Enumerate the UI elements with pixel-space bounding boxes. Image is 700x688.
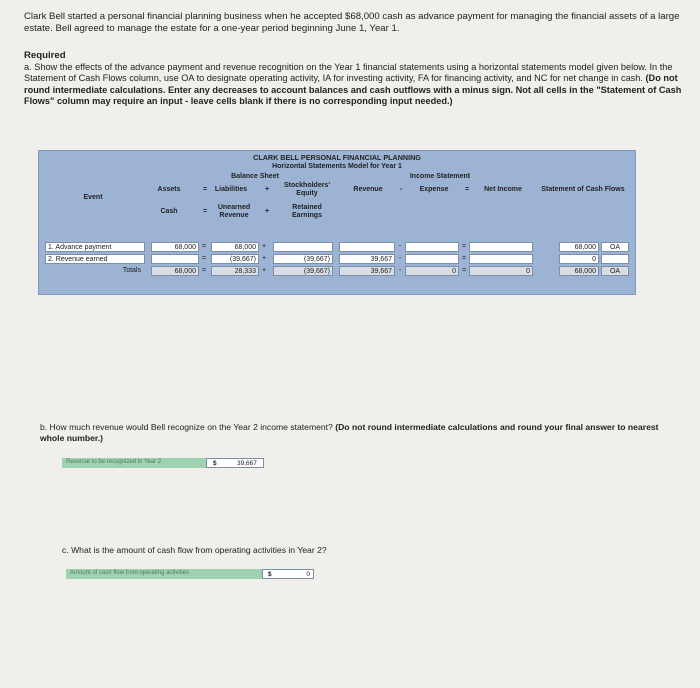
cash-flow-year2-value: 0 xyxy=(306,571,310,578)
currency-sign: $ xyxy=(213,460,217,467)
minus-sign: - xyxy=(399,186,403,193)
net-income-header: Net Income xyxy=(484,186,522,193)
requirements xyxy=(24,50,684,108)
row1-expense-input[interactable] xyxy=(405,242,459,252)
totals-cash-flow: 68,000 xyxy=(559,266,599,276)
required-heading: Required xyxy=(24,50,66,61)
op: = xyxy=(461,267,467,274)
horizontal-statements-table xyxy=(38,150,636,295)
unearned-revenue-header: Unearned Revenue xyxy=(217,204,251,219)
revenue-header: Revenue xyxy=(353,186,383,193)
question-b xyxy=(40,422,660,443)
totals-unearned: 28,333 xyxy=(211,266,259,276)
op: - xyxy=(398,267,402,274)
question-b-text: b. How much revenue would Bell recognize on the Year 2 income statement? xyxy=(40,422,333,432)
op: - xyxy=(398,243,402,250)
row1-retained-input[interactable] xyxy=(273,242,333,252)
totals-retained: (39,667) xyxy=(273,266,333,276)
expense-header: Expense xyxy=(419,186,449,193)
op: = xyxy=(201,267,207,274)
plus-sign-2: + xyxy=(264,208,270,215)
totals-cash: 68,000 xyxy=(151,266,199,276)
row1-cash-flow-input[interactable]: 68,000 xyxy=(559,242,599,252)
row-label-advance-payment: 1. Advance payment xyxy=(45,242,145,252)
op: = xyxy=(461,243,467,250)
op: = xyxy=(461,255,467,262)
totals-net-income: 0 xyxy=(469,266,533,276)
row2-cash-input[interactable] xyxy=(151,254,199,264)
op: - xyxy=(398,255,402,262)
cash-flow-year2-input[interactable] xyxy=(262,569,314,579)
question-b-instructions: (Do not round intermediate calculations and round your final answer to nearest whole number.) xyxy=(40,422,659,443)
row1-net-income-input[interactable] xyxy=(469,242,533,252)
retained-earnings-header: Retained Earnings xyxy=(292,204,322,219)
row1-cash-input[interactable]: 68,000 xyxy=(151,242,199,252)
table-title: CLARK BELL PERSONAL FINANCIAL PLANNING xyxy=(253,153,421,162)
stockholders-equity-header: Stockholders' Equity xyxy=(283,182,330,197)
totals-activity: OA xyxy=(601,266,629,276)
problem-intro: Clark Bell started a personal financial planning business when he accepted $68,000 cash as advance payment for managing the financial assets of a large estate. Bell agreed to manage the estate for a one-year period beginning June 1, Year 1. xyxy=(24,11,680,34)
income-statement-header: Income Statement xyxy=(409,173,471,180)
row2-cash-flow-input[interactable]: 0 xyxy=(559,254,599,264)
revenue-year2-value: 39,667 xyxy=(237,460,257,467)
totals-expense: 0 xyxy=(405,266,459,276)
row2-expense-input[interactable] xyxy=(405,254,459,264)
revenue-year2-input[interactable] xyxy=(206,458,264,468)
row2-unearned-input[interactable]: (39,667) xyxy=(211,254,259,264)
eq-sign-2: = xyxy=(202,208,208,215)
req-a-instructions: (Do not round intermediate calculations. Enter any decreases to account balances and cash outflows with a minus sign. Not all cells in the "Statement of Cash Flows" column may require an input - leave cells blank if there is no corresponding input needed.) xyxy=(24,73,682,107)
plus-sign: + xyxy=(264,186,270,193)
row1-revenue-input[interactable] xyxy=(339,242,395,252)
liabilities-header: Liabilities xyxy=(214,186,248,193)
row1-activity-select[interactable]: OA xyxy=(601,242,629,252)
event-header: Event xyxy=(83,194,103,201)
balance-sheet-header: Balance Sheet xyxy=(231,173,279,180)
cash-flow-year2-label: Amount of cash flow from operating activities xyxy=(66,569,262,579)
op: = xyxy=(201,243,207,250)
row2-revenue-input[interactable]: 39,667 xyxy=(339,254,395,264)
req-a-text: a. Show the effects of the advance payment and revenue recognition on the Year 1 financial statements using a horizontal statements model given below. In the Statement of Cash Flows column, use OA to designate operating activity, IA for investing activity, FA for financing activity, and NC for net change in cash. xyxy=(24,61,673,84)
question-c: c. What is the amount of cash flow from operating activities in Year 2? xyxy=(62,545,327,555)
assets-header: Assets xyxy=(157,186,181,193)
cash-header: Cash xyxy=(160,208,178,215)
op: = xyxy=(201,255,207,262)
op: + xyxy=(261,267,267,274)
revenue-year2-label: Revenue to be recognized in Year 2 xyxy=(62,458,206,468)
row2-net-income-input[interactable] xyxy=(469,254,533,264)
op: + xyxy=(261,243,267,250)
row-label-revenue-earned: 2. Revenue earned xyxy=(45,254,145,264)
row1-unearned-input[interactable]: 68,000 xyxy=(211,242,259,252)
row2-activity-select[interactable] xyxy=(601,254,629,264)
eq-sign: = xyxy=(202,186,208,193)
equals-sign: = xyxy=(464,186,470,193)
currency-sign: $ xyxy=(268,571,272,578)
row2-retained-input[interactable]: (39,667) xyxy=(273,254,333,264)
totals-revenue: 39,667 xyxy=(339,266,395,276)
op: + xyxy=(261,255,267,262)
cash-flows-header: Statement of Cash Flows xyxy=(541,186,625,193)
table-subtitle: Horizontal Statements Model for Year 1 xyxy=(272,163,402,170)
row-label-totals: Totals xyxy=(122,267,141,274)
